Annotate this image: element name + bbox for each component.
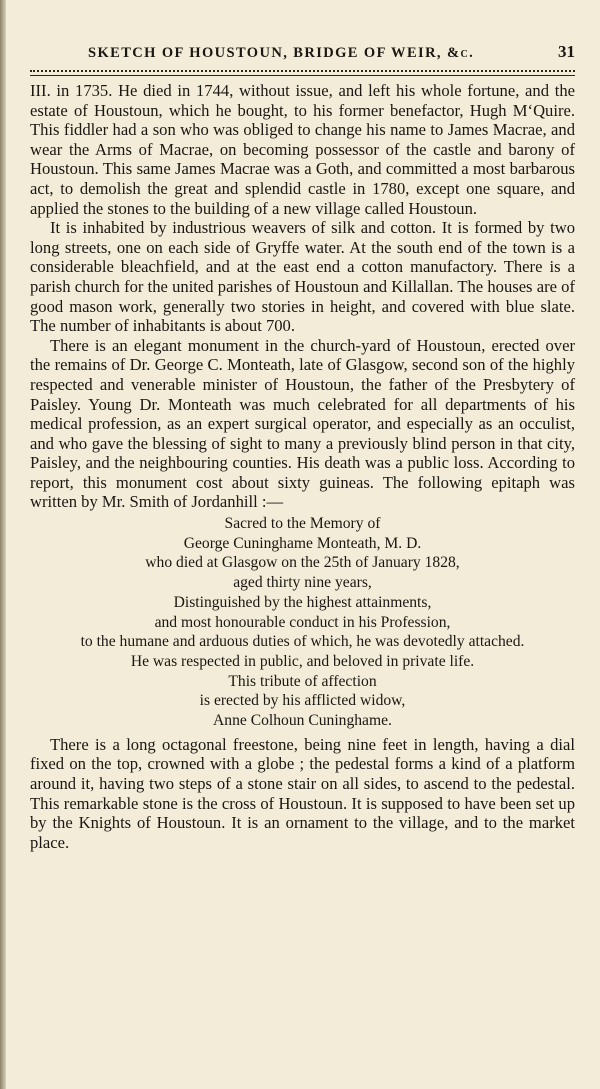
page-number: 31 bbox=[558, 42, 575, 61]
book-gutter bbox=[0, 0, 6, 1089]
epitaph-line: is erected by his afflicted widow, bbox=[199, 692, 406, 710]
paragraph-castle-history: III. in 1735. He died in 1744, without issue, and left his whole fortune, and the estate of Houstoun, which he bought, to his former benefactor, Hugh M‘Quire. This fiddler had a son who was obliged to change his name to James Macrae, and wear the Arms of Macrae, on becoming possessor of the castle and barony of Houstoun. This same James Macrae was a Goth, and committed a most barbarous act, to demolish the great and splendid castle in 1780, except one square, and applied the stones to the building of a new village called Houstoun. bbox=[30, 81, 575, 218]
epitaph-line: This tribute of affection bbox=[228, 672, 377, 690]
header-rule bbox=[30, 70, 575, 76]
epitaph-line: Distinguished by the highest attainments, bbox=[173, 593, 432, 611]
epitaph-line: He was respected in public, and beloved in private life. bbox=[130, 652, 475, 670]
epitaph bbox=[30, 514, 575, 731]
paragraph-monument: There is an elegant monument in the church-yard of Houstoun, erected over the remains of Dr. George C. Monteath, late of Glasgow, second son of the highly respected and venerable minister of Houstoun, the father of the Presbytery of Paisley. Young Dr. Monteath was much celebrated for all departments of his medical profession, as an expert surgical operator, and especially as an occulist, and who gave the blessing of sight to many a previously blind person in that city, Paisley, and the neighbouring counties. His death was a public loss. According to report, this monument cost about sixty guineas. The following epitaph was written by Mr. Smith of Jordanhill :— bbox=[30, 335, 575, 512]
epitaph-line: who died at Glasgow on the 25th of January 1828, bbox=[145, 554, 460, 572]
epitaph-line: George Cuninghame Monteath, M. D. bbox=[183, 534, 422, 552]
paragraph-cross-of-houstoun: There is a long octagonal freestone, being nine feet in length, having a dial fixed on the top, crowned with a globe ; the pedestal forms a kind of a platform around it, having two steps of a stone stair on all sides, to ascend to the pedestal. This remarkable stone is the cross of Houstoun. It is supposed to have been set up by the Knights of Houstoun. It is an ornament to the village, and to the market place. bbox=[30, 734, 575, 852]
paragraph-village-description: It is inhabited by industrious weavers of silk and cotton. It is formed by two long streets, one on each side of Gryffe water. At the south end of the town is a considerable bleachfield, and at the east end a cotton manufactory. There is a parish church for the united parishes of Houstoun and Killallan. The houses are of good mason work, generally two stories in height, and covered with blue slate. The number of inhabitants is about 700. bbox=[30, 218, 575, 336]
epitaph-line: to the humane and arduous duties of which, he was devotedly attached. bbox=[80, 633, 525, 651]
running-head-title: SKETCH OF HOUSTOUN, BRIDGE OF WEIR, &c. bbox=[88, 45, 475, 61]
epitaph-line: and most honourable conduct in his Profession, bbox=[154, 613, 451, 631]
epitaph-line: aged thirty nine years, bbox=[233, 574, 372, 592]
epitaph-line: Sacred to the Memory of bbox=[224, 515, 381, 533]
running-head bbox=[30, 42, 575, 68]
book-page bbox=[30, 0, 575, 852]
epitaph-line: Anne Colhoun Cuninghame. bbox=[213, 712, 392, 730]
